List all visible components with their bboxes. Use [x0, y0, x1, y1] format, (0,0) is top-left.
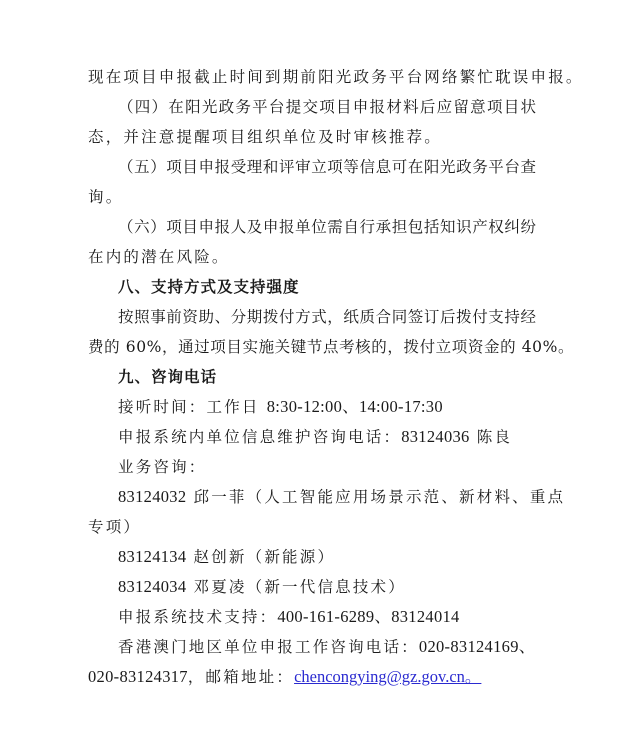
contact-phone: 83124032 — [118, 487, 187, 506]
paragraph-item-5-line1: （五）项目申报受理和评审立项等信息可在阳光政务平台查 — [118, 158, 536, 176]
contact-line-1 — [88, 482, 566, 512]
tech-support-label: 申报系统技术支持： — [118, 608, 278, 626]
paragraph-item-4-line2: 态，并注意提醒项目组织单位及时审核推荐。 — [88, 128, 443, 146]
support-text-line2: 费的 60%，通过项目实施关键节点考核的，拨付立项资金的 40%。 — [88, 338, 575, 356]
document-page — [88, 62, 584, 692]
contact-phone: 83124034 — [118, 577, 187, 596]
email-link[interactable]: chencongying@gz.gov.cn。 — [294, 667, 482, 686]
tech-support-line — [88, 602, 536, 632]
contact-area: （新一代信息技术） — [246, 578, 406, 596]
paragraph-item-5-line2: 询。 — [88, 188, 124, 206]
maintenance-contact: 陈良 — [469, 428, 513, 446]
email-label: ，邮箱地址： — [187, 668, 295, 686]
contact-name: 赵创新 — [186, 548, 247, 566]
hours-value: 8:30-12:00、14:00-17:30 — [266, 397, 443, 416]
section-heading-support: 八、支持方式及支持强度 — [118, 278, 300, 296]
paragraph-item-4-line1: （四）在阳光政务平台提交项目申报材料后应留意项目状 — [118, 98, 536, 116]
contact-line-1-cont: 专项） — [88, 518, 142, 536]
hkmacao-phone-2: 020-83124317 — [88, 667, 188, 686]
maintenance-label: 申报系统内单位信息维护咨询电话： — [118, 428, 402, 446]
hkmacao-label: 香港澳门地区单位申报工作咨询电话： — [118, 638, 419, 656]
maintenance-phone: 83124036 — [401, 427, 470, 446]
support-text-line1: 按照事前资助、分期拨付方式，纸质合同签订后拨付支持经 — [118, 308, 536, 326]
paragraph-item-6-line1: （六）项目申报人及申报单位需自行承担包括知识产权纠纷 — [118, 218, 536, 236]
contact-name: 邱一菲 — [186, 488, 247, 506]
contact-phone: 83124134 — [118, 547, 187, 566]
contact-area: （新能源） — [246, 548, 336, 566]
contact-area: （人工智能应用场景示范、新材料、重点 — [246, 488, 566, 506]
paragraph-line: 现在项目申报截止时间到期前阳光政务平台网络繁忙耽误申报。 — [88, 68, 584, 86]
maintenance-line — [88, 422, 536, 452]
hours-line — [88, 392, 536, 422]
hkmacao-phone-1: 020-83124169、 — [418, 637, 536, 656]
section-heading-contact: 九、咨询电话 — [118, 368, 218, 386]
business-label: 业务咨询： — [118, 458, 207, 476]
hkmacao-line — [88, 632, 536, 662]
hours-label: 接听时间：工作日 — [118, 398, 267, 416]
contact-line-3 — [88, 572, 536, 602]
hkmacao-line-cont — [88, 662, 536, 692]
contact-name: 邓夏凌 — [186, 578, 247, 596]
contact-line-2 — [88, 542, 536, 572]
paragraph-item-6-line2: 在内的潜在风险。 — [88, 248, 230, 266]
tech-support-value: 400-161-6289、83124014 — [277, 607, 460, 626]
